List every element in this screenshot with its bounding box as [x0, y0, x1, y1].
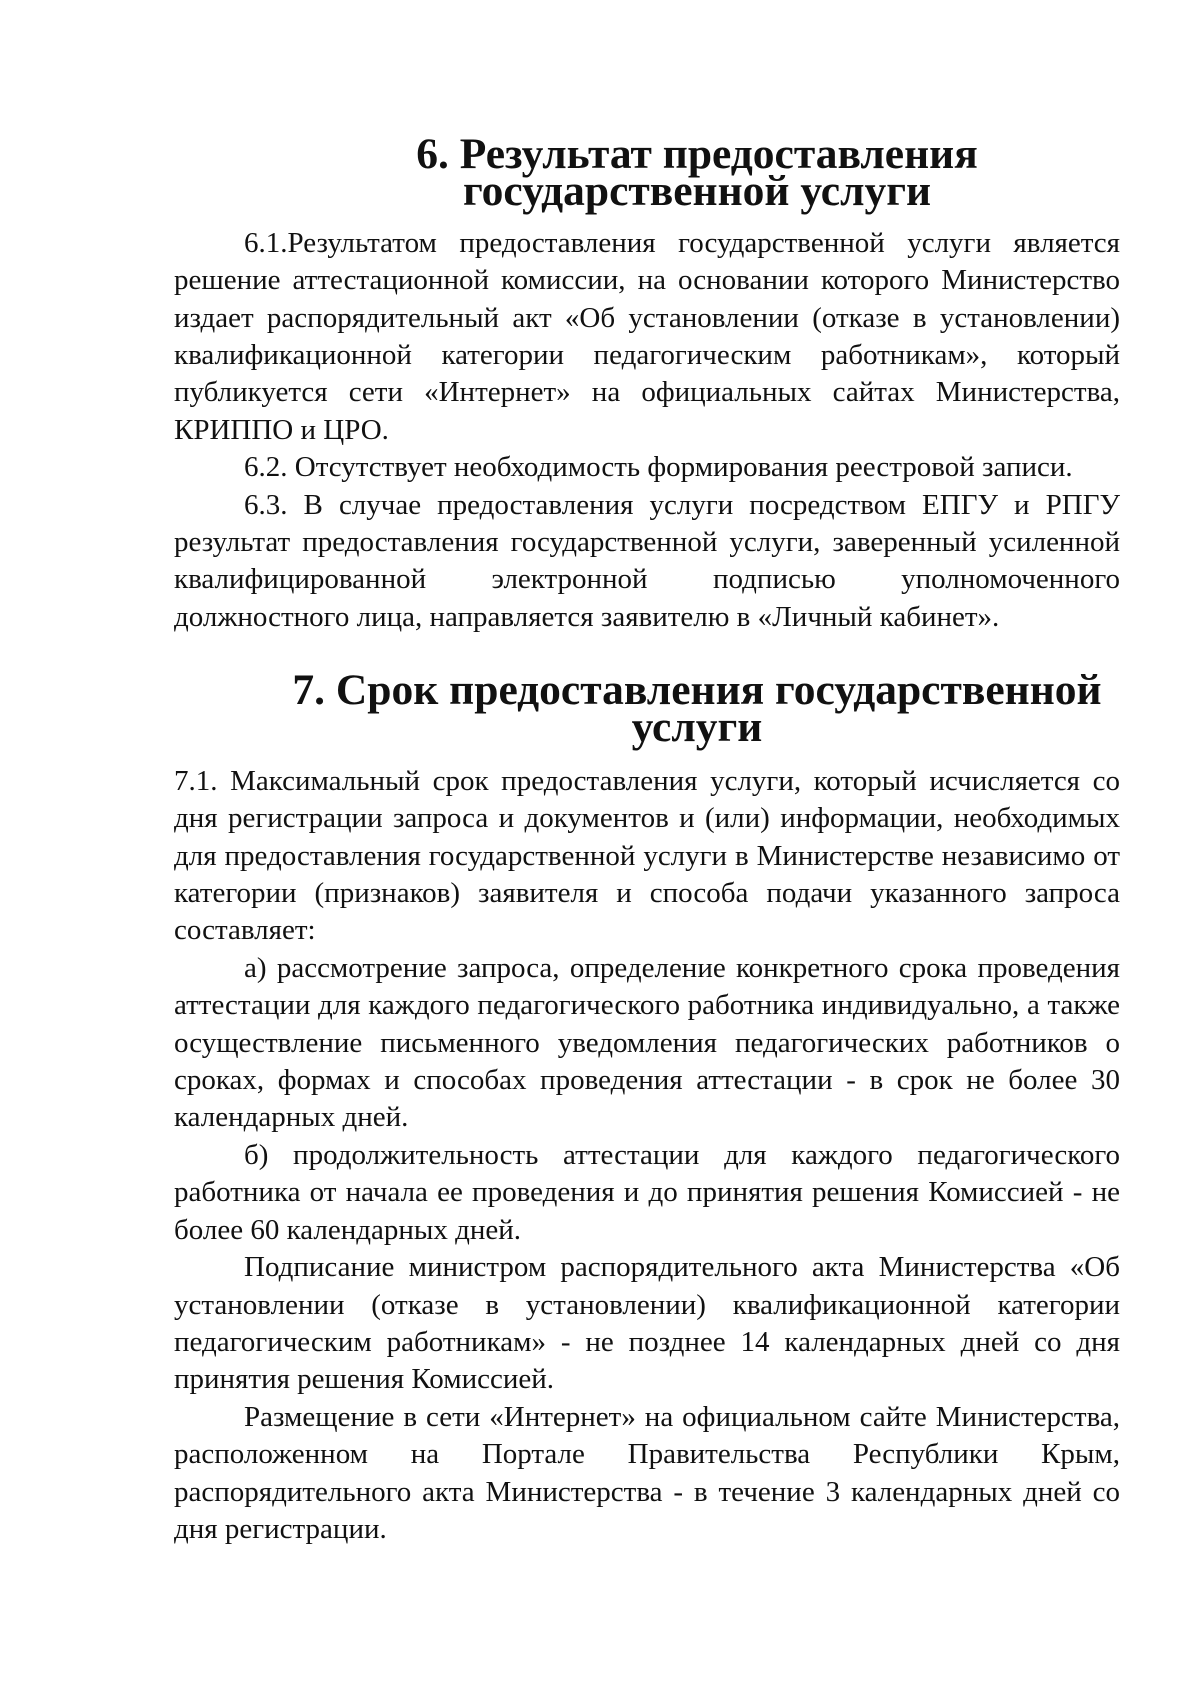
section-term — [174, 666, 1120, 1548]
paragraph-7-1-a: а) рассмотрение запроса, определение конкретного срока проведения аттестации для каждого педагогического работника индивидуально, а также осуществление письменного уведомления педагогических работников о сроках, формах и способах проведения аттестации - в срок не более 30 календарных дней. — [174, 951, 1120, 1134]
paragraph-signing: Подписание министром распорядительного акта Министерства «Об установлении (отказе в установлении) квалификационной категории педагогическим работникам» - не позднее 14 календарных дней со дня принятия решения Комиссией. — [174, 1251, 1120, 1396]
paragraph-6-1: 6.1.Результатом предоставления государственной услуги является решение аттестационной комиссии, на основании которого Министерство издает распорядительный акт «Об установлении (отказе в установлении) квалификационной категории педагогическим работникам», который публикуется сети «Интернет» на официальных сайтах Министерства, КРИППО и ЦРО. — [174, 226, 1120, 446]
paragraph-6-3: 6.3. В случае предоставления услуги посредством ЕПГУ и РПГУ результат предоставления государственной услуги, заверенный усиленной квалифицированной электронной подписью уполномоченного должностного лица, направляется заявителю в «Личный кабинет». — [174, 488, 1120, 633]
paragraph-publication: Размещение в сети «Интернет» на официальном сайте Министерства, расположенном на Портале Правительства Республики Крым, распорядительного акта Министерства - в течение 3 календарных дней со дня регистрации. — [174, 1400, 1120, 1545]
paragraph-7-1-b: б) продолжительность аттестации для каждого педагогического работника от начала ее проведения и до принятия решения Комиссией - не более 60 календарных дней. — [174, 1138, 1120, 1246]
section-result — [174, 130, 1120, 636]
section-heading-result: 6. Результат предоставления государственной услуги — [416, 130, 978, 216]
paragraph-6-2: 6.2. Отсутствует необходимость формирования реестровой записи. — [244, 451, 1073, 484]
paragraph-7-1: 7.1. Максимальный срок предоставления услуги, который исчисляется со дня регистрации запроса и документов и (или) информации, необходимых для предоставления государственной услуги в Министерстве независимо от категории (признаков) заявителя и способа подачи указанного запроса составляет: — [174, 764, 1120, 947]
section-heading-term: 7. Срок предоставления государственной услуги — [292, 666, 1102, 752]
